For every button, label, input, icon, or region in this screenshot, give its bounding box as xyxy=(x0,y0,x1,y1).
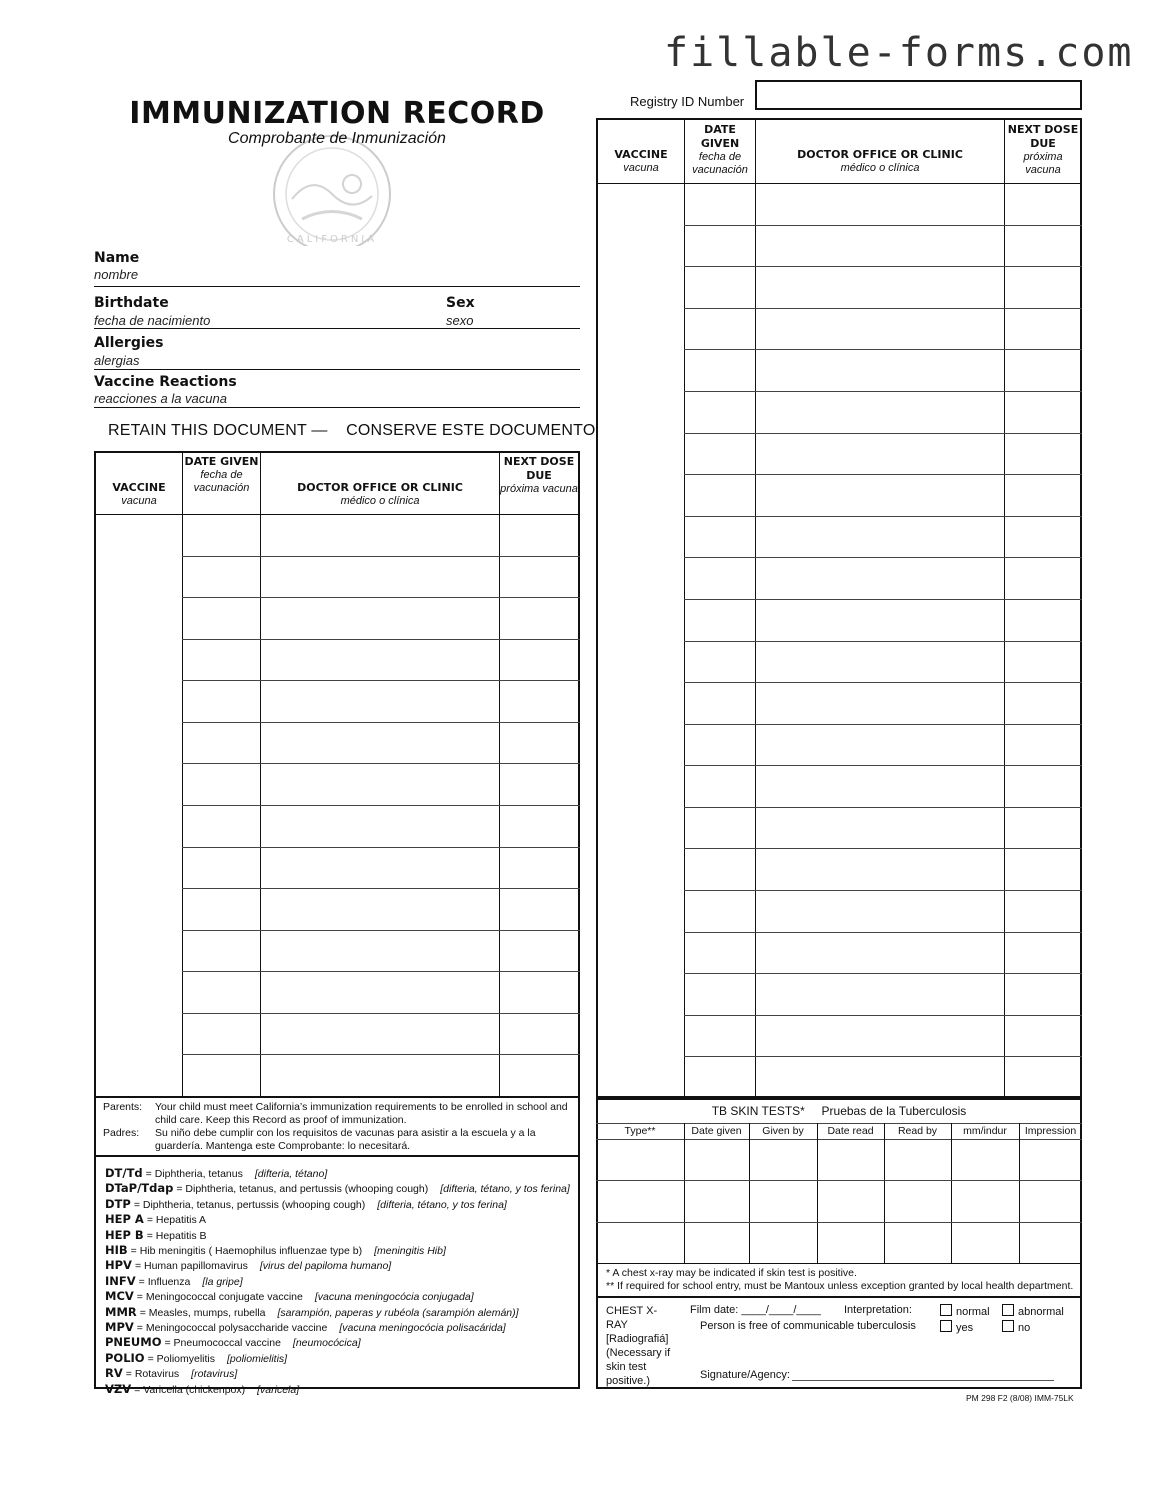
abbreviation-code: HEP A xyxy=(105,1212,144,1227)
tb-title: TB SKIN TESTS* Pruebas de la Tuberculosis xyxy=(711,1104,967,1118)
table-row[interactable] xyxy=(684,973,1082,1015)
signature-field[interactable] xyxy=(792,1380,1054,1381)
table-row[interactable] xyxy=(684,641,1082,683)
abbreviation-item xyxy=(105,1181,575,1196)
table-row[interactable] xyxy=(684,433,1082,475)
name-label: Name xyxy=(94,250,140,266)
table-row[interactable] xyxy=(684,848,1082,890)
free-of-tb-label: Person is free of communicable tuberculosis xyxy=(700,1320,916,1332)
abbreviation-english: = Rotavirus xyxy=(125,1368,180,1381)
abbreviation-english: = Meningococcal conjugate vaccine xyxy=(136,1291,303,1304)
table-row[interactable] xyxy=(684,516,1082,558)
reactions-field[interactable] xyxy=(94,407,580,408)
abbreviation-spanish: [difteria, tétano, y tos ferina] xyxy=(377,1198,507,1211)
tb-column-header: Date read xyxy=(827,1125,874,1137)
name-field[interactable] xyxy=(94,286,580,287)
tb-cell[interactable] xyxy=(596,1180,684,1221)
abbreviation-code: HIB xyxy=(105,1243,128,1258)
abbreviation-spanish: [virus del papiloma humano] xyxy=(259,1260,392,1273)
table-row[interactable] xyxy=(182,930,580,972)
interpretation-label: Interpretation: xyxy=(844,1304,912,1316)
chest-xray-label: CHEST X-RAY [Radiografiá] (Necessary if skin test positive.) xyxy=(606,1305,671,1387)
retain-notice: RETAIN THIS DOCUMENT — CONSERVE ESTE DOCUMENTO xyxy=(108,422,596,439)
table-row[interactable] xyxy=(182,763,580,805)
table-row[interactable] xyxy=(182,1054,580,1096)
abbreviation-spanish: [neumocócica] xyxy=(292,1337,361,1350)
tb-column-header: Date given xyxy=(691,1125,742,1137)
abbreviation-item xyxy=(105,1166,575,1181)
tb-divider xyxy=(596,1296,1082,1298)
table-row[interactable] xyxy=(684,724,1082,766)
abbreviation-code: MCV xyxy=(105,1289,134,1304)
abbreviation-spanish: [difteria, tétano, y tos ferina] xyxy=(440,1183,570,1196)
table-row[interactable] xyxy=(684,557,1082,599)
svg-text:CALIFORNIA: CALIFORNIA xyxy=(286,234,378,245)
table-row[interactable] xyxy=(684,807,1082,849)
table-row[interactable] xyxy=(182,722,580,764)
col-vaccine-header: VACCINE vacuna xyxy=(112,481,166,507)
registry-label: Registry ID Number xyxy=(630,94,745,109)
allergies-field[interactable] xyxy=(94,369,580,370)
form-subtitle: Comprobante de Inmunización xyxy=(228,130,446,147)
abbreviation-spanish: [meningitis Hib] xyxy=(374,1245,446,1258)
tb-column-header: Given by xyxy=(762,1125,804,1137)
yes-checkbox[interactable]: yes xyxy=(940,1320,973,1334)
tb-cell[interactable] xyxy=(817,1222,884,1263)
tb-cell[interactable] xyxy=(749,1139,817,1180)
table-row[interactable] xyxy=(684,765,1082,807)
abbreviation-english: = Meningococcal polysaccharide vaccine xyxy=(136,1322,328,1335)
col-vaccine-header: VACCINE vacuna xyxy=(614,148,668,174)
abbreviation-item xyxy=(105,1366,575,1381)
tb-cell[interactable] xyxy=(1019,1180,1082,1221)
tb-cell[interactable] xyxy=(884,1139,951,1180)
registry-id-field[interactable] xyxy=(755,80,1082,110)
tb-bottom-line xyxy=(596,1263,1082,1264)
table-row[interactable] xyxy=(684,183,1082,225)
tb-cell[interactable] xyxy=(684,1139,749,1180)
abbreviation-english: = Hib meningitis ( Haemophilus influenzae type b) xyxy=(130,1245,363,1258)
tb-column-header: Read by xyxy=(897,1125,938,1137)
abbreviation-item xyxy=(105,1228,575,1243)
tb-cell[interactable] xyxy=(817,1180,884,1221)
tb-cell[interactable] xyxy=(951,1222,1019,1263)
abbreviation-item xyxy=(105,1197,575,1212)
abbreviation-code: POLIO xyxy=(105,1350,145,1365)
tb-column-header: Impression xyxy=(1024,1125,1077,1137)
col-doctor-header: DOCTOR OFFICE OR CLINIC médico o clínica xyxy=(297,481,463,507)
abbreviation-item xyxy=(105,1335,575,1350)
tb-cell[interactable] xyxy=(749,1180,817,1221)
abbreviation-item xyxy=(105,1243,575,1258)
table-row[interactable] xyxy=(182,888,580,930)
allergies-sublabel: alergias xyxy=(94,353,140,368)
col-next-dose-header: NEXT DOSE DUE próxima vacuna xyxy=(1007,123,1079,176)
abbreviation-code: PNEUMO xyxy=(105,1335,162,1350)
table-row[interactable] xyxy=(182,847,580,889)
abbreviation-spanish: [difteria, tétano] xyxy=(254,1168,328,1180)
abbreviation-spanish: [poliomielitis] xyxy=(227,1352,288,1365)
abbreviation-item xyxy=(105,1382,575,1397)
table-row[interactable] xyxy=(182,514,580,556)
abbreviation-item xyxy=(105,1258,575,1273)
col-date-given-header: DATE GIVEN fecha de vacunación xyxy=(692,123,748,176)
notes-divider xyxy=(94,1155,580,1157)
tb-notes: * A chest x-ray may be indicated if skin test is positive. ** If required for school entry, must be Mantoux unless exception granted by local health department. xyxy=(606,1267,1074,1292)
normal-checkbox[interactable]: normal xyxy=(940,1304,990,1318)
table-row[interactable] xyxy=(684,932,1082,974)
abbreviation-item xyxy=(105,1351,575,1366)
abbreviation-english: = Diphtheria, tetanus, pertussis (whooping cough) xyxy=(133,1198,366,1211)
abbreviation-spanish: [vacuna meningocócia conjugada] xyxy=(314,1291,474,1304)
abbreviation-code: INFV xyxy=(105,1273,136,1288)
abbreviation-code: MPV xyxy=(105,1320,134,1335)
tb-cell[interactable] xyxy=(1019,1222,1082,1263)
abbreviation-item xyxy=(105,1212,575,1227)
film-date-field[interactable]: Film date: ____/____/____ xyxy=(690,1304,821,1316)
table-row[interactable] xyxy=(684,474,1082,516)
abbreviation-spanish: [varicela] xyxy=(257,1383,300,1396)
abbreviation-english: = Poliomyelitis xyxy=(147,1352,215,1365)
birthdate-sublabel: fecha de nacimiento xyxy=(94,313,211,328)
name-sublabel: nombre xyxy=(94,267,139,282)
table-row[interactable] xyxy=(684,349,1082,391)
tb-cell[interactable] xyxy=(951,1180,1019,1221)
table-row[interactable] xyxy=(182,1013,580,1055)
abbreviation-spanish: [la gripe] xyxy=(202,1275,243,1288)
sex-label: Sex xyxy=(446,295,475,311)
abbreviation-spanish: [rotavirus] xyxy=(191,1368,238,1381)
col-next-dose-header: NEXT DOSE DUE próxima vacuna xyxy=(500,455,578,495)
allergies-label: Allergies xyxy=(94,335,164,351)
abbreviation-english: = Diphtheria, tetanus xyxy=(145,1168,243,1180)
form-code: PM 298 F2 (8/08) IMM-75LK xyxy=(966,1393,1074,1403)
abbreviation-spanish: [sarampión, paperas y rubéola (sarampión alemán)] xyxy=(277,1306,519,1319)
table-row[interactable] xyxy=(684,266,1082,308)
birthdate-label: Birthdate xyxy=(94,295,169,311)
abbreviation-english: = Hepatitis A xyxy=(146,1214,207,1227)
abbreviation-english: = Influenza xyxy=(138,1275,191,1288)
table-row[interactable] xyxy=(684,225,1082,267)
table-row[interactable] xyxy=(684,1015,1082,1057)
abbreviation-code: HPV xyxy=(105,1258,132,1273)
abbreviation-legend xyxy=(105,1166,575,1397)
table-row[interactable] xyxy=(684,391,1082,433)
abbreviation-english: = Diphtheria, tetanus, and pertussis (whooping cough) xyxy=(176,1183,429,1196)
abbreviation-code: DTaP/Tdap xyxy=(105,1181,174,1196)
reactions-label: Vaccine Reactions xyxy=(94,374,237,390)
table-row[interactable] xyxy=(182,680,580,722)
abbreviation-item xyxy=(105,1274,575,1289)
abbreviation-item xyxy=(105,1305,575,1320)
col-doctor-header: DOCTOR OFFICE OR CLINIC médico o clínica xyxy=(797,148,963,174)
abbreviation-spanish: [vacuna meningocócia polisacárida] xyxy=(339,1322,506,1335)
abbreviation-code: DTP xyxy=(105,1196,131,1211)
signature-label: Signature/Agency: xyxy=(700,1369,790,1381)
table-row[interactable] xyxy=(684,890,1082,932)
tb-column-header: Type** xyxy=(624,1125,656,1137)
tb-cell[interactable] xyxy=(596,1139,684,1180)
tb-column-header: mm/indur xyxy=(963,1125,1007,1137)
abbreviation-code: VZV xyxy=(105,1381,132,1396)
tb-cell[interactable] xyxy=(951,1139,1019,1180)
tb-cell[interactable] xyxy=(596,1222,684,1263)
col-date-given-header: DATE GIVEN fecha de vacunación xyxy=(184,455,259,494)
abbreviation-code: DT/Td xyxy=(105,1166,143,1180)
tb-cell[interactable] xyxy=(684,1222,749,1263)
reactions-sublabel: reacciones a la vacuna xyxy=(94,391,227,406)
table-row[interactable] xyxy=(684,1056,1082,1098)
tb-header-line xyxy=(596,1123,1082,1124)
abbreviation-english: = Pneumococcal vaccine xyxy=(164,1337,281,1350)
form-title: IMMUNIZATION RECORD xyxy=(129,96,545,131)
table-row[interactable] xyxy=(684,599,1082,641)
table-row[interactable] xyxy=(182,597,580,639)
table-row[interactable] xyxy=(182,805,580,847)
sex-sublabel: sexo xyxy=(446,313,474,328)
table-row[interactable] xyxy=(182,639,580,681)
tb-cell[interactable] xyxy=(884,1222,951,1263)
abbreviation-english: = Human papillomavirus xyxy=(134,1260,248,1273)
tb-cell[interactable] xyxy=(684,1180,749,1221)
table-row[interactable] xyxy=(182,556,580,598)
table-row[interactable] xyxy=(684,682,1082,724)
abbreviation-item xyxy=(105,1320,575,1335)
abbreviation-english: = Hepatitis B xyxy=(146,1229,207,1242)
abbreviation-code: HEP B xyxy=(105,1227,144,1242)
abbreviation-code: RV xyxy=(105,1366,123,1381)
abbreviation-english: = Varicella (chickenpox) xyxy=(134,1383,246,1396)
tb-cell[interactable] xyxy=(817,1139,884,1180)
table-bottom-divider xyxy=(94,1096,580,1098)
birthdate-sex-field[interactable] xyxy=(94,328,580,329)
tb-cell[interactable] xyxy=(749,1222,817,1263)
abbreviation-code: MMR xyxy=(105,1304,137,1319)
abbreviation-english: = Measles, mumps, rubella xyxy=(139,1306,266,1319)
abbreviation-item xyxy=(105,1289,575,1304)
no-checkbox[interactable]: no xyxy=(1002,1320,1030,1334)
tb-cell[interactable] xyxy=(884,1180,951,1221)
parents-note: Parents: Your child must meet California’s immunization requirements to be enrolled in school and child care. Keep this Record as proof of immunization. Padres: Su niño debe cumplir con los requisitos de vacunas para asistir a la escuela y a la guardería. Mantenga este Comprobante: lo necesitará. xyxy=(103,1101,568,1152)
watermark-text: fillable-forms.com xyxy=(664,30,1134,76)
abnormal-checkbox[interactable]: abnormal xyxy=(1002,1304,1064,1318)
table-row[interactable] xyxy=(182,971,580,1013)
tb-cell[interactable] xyxy=(1019,1139,1082,1180)
table-row[interactable] xyxy=(684,308,1082,350)
